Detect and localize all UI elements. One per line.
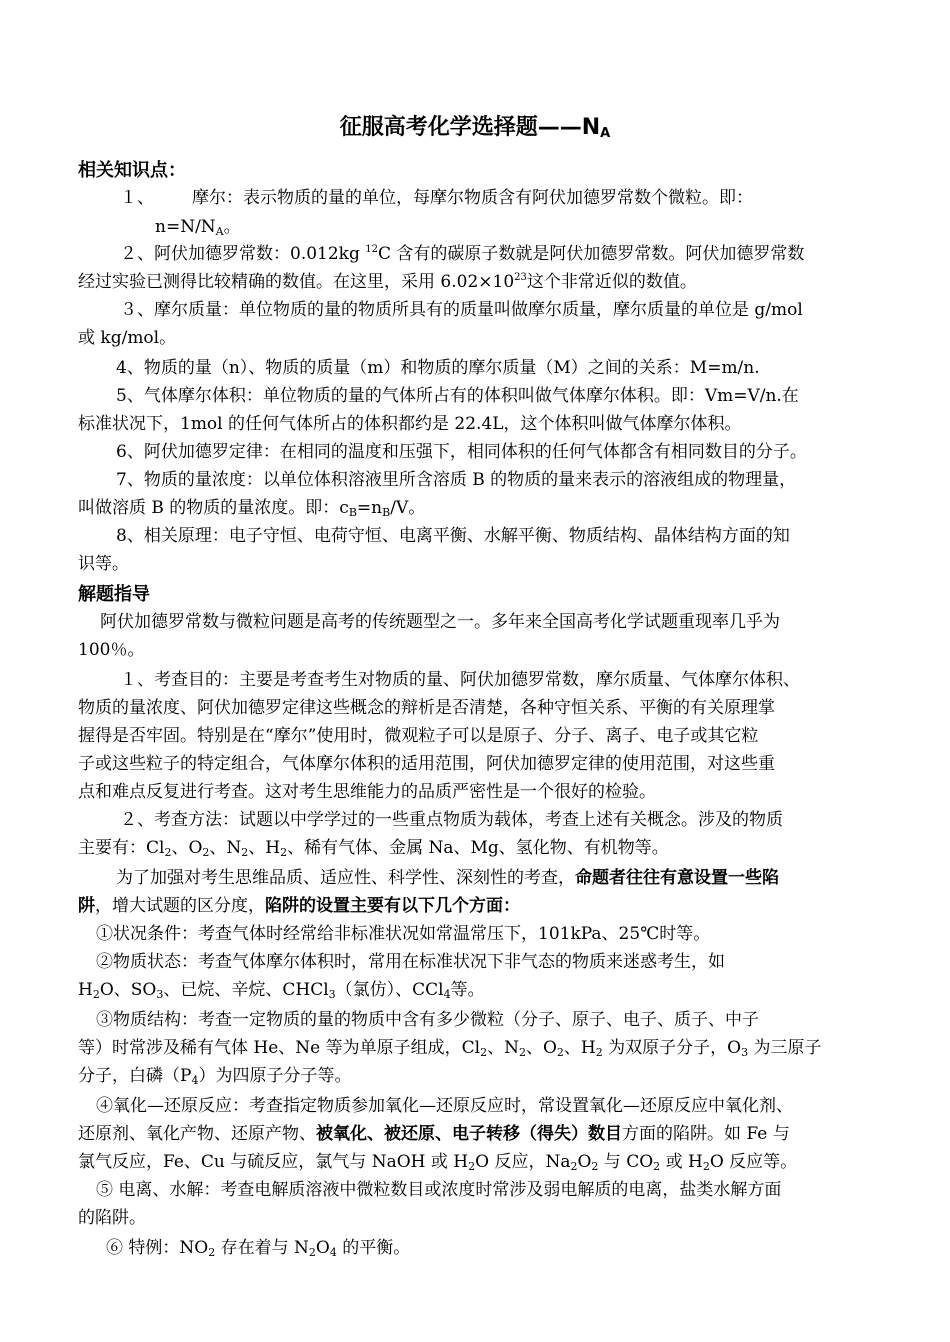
trap-4: ④氧化—还原反应：考查指定物质参加氧化—还原反应时，常设置氧化—还原反应中氧化剂、 bbox=[96, 1096, 793, 1116]
trap-4-cont2: 氯气反应，Fe、Cu 与硫反应，氯气与 NaOH 或 $H_2O$ 反应，$Na_2O_2$ 与 $CO_2$ 或 $H_2O$ 反应等。 bbox=[78, 1152, 798, 1173]
knowledge-item-4: 4、物质的量（n）、物质的质量（m）和物质的摩尔质量（M）之间的关系：M=m/n. bbox=[116, 358, 760, 378]
guidance-p1-l1: １、考查目的：主要是考查考生对物质的量、阿伏加德罗常数，摩尔质量、气体摩尔体积、 bbox=[120, 670, 800, 690]
knowledge-item-1-formula: $n=N/N_A$。 bbox=[155, 217, 241, 238]
guidance-p3-l2: 阱，增大试题的区分度，陷阱的设置主要有以下几个方面： bbox=[78, 896, 520, 916]
trap-4-cont: 还原剂、氧化产物、还原产物、被氧化、被还原、电子转移（得失）数目方面的陷阱。如 Fe 与 bbox=[78, 1124, 790, 1144]
trap-3-cont2: 分子，白磷$(P_4)$为四原子分子等。 bbox=[78, 1066, 352, 1087]
knowledge-item-5-cont: 标准状况下，1mol 的任何气体所占的体积都约是 22.4L，这个体积叫做气体摩尔体积。 bbox=[78, 414, 742, 434]
trap-2: ②物质状态：考查气体摩尔体积时，常用在标准状况下非气态的物质来迷惑考生，如 bbox=[96, 952, 725, 972]
knowledge-item-7: 7、物质的量浓度：以单位体积溶液里所含溶质 B 的物质的量来表示的溶液组成的物理量， bbox=[116, 470, 797, 490]
guidance-p3-l1: 为了加强对考生思维品质、适应性、科学性、深刻性的考查，命题者往往有意设置一些陷 bbox=[116, 868, 779, 888]
guidance-p2-l1: ２、考查方法：试题以中学学过的一些重点物质为载体，考查上述有关概念。涉及的物质 bbox=[120, 810, 783, 830]
guidance-p1-l3: 握得是否牢固。特别是在“摩尔”使用时，微观粒子可以是原子、分子、离子、电子或其它粒 bbox=[78, 726, 759, 746]
knowledge-item-2: ２、阿伏加德罗常数：0.012kg $^{12}$C 含有的碳原子数就是阿伏加德罗常数。阿伏加德罗常数 bbox=[120, 244, 805, 264]
knowledge-item-6: 6、阿伏加德罗定律：在相同的温度和压强下，相同体积的任何气体都含有相同数目的分子。 bbox=[116, 442, 807, 462]
trap-6: ⑥ 特例：$NO_2$ 存在着与 $N_2O_4$ 的平衡。 bbox=[106, 1238, 411, 1259]
guidance-intro: 阿伏加德罗常数与微粒问题是高考的传统题型之一。多年来全国高考化学试题重现率几乎为 bbox=[100, 612, 780, 632]
guidance-p1-l2: 物质的量浓度、阿伏加德罗定律这些概念的辩析是否清楚，各种守恒关系、平衡的有关原理掌 bbox=[78, 698, 775, 718]
guidance-p1-l5: 点和难点反复进行考查。这对考生思维能力的品质严密性是一个很好的检验。 bbox=[78, 782, 656, 802]
guidance-p1-l4: 子或这些粒子的特定组合，气体摩尔体积的适用范围，阿伏加德罗定律的使用范围，对这些重 bbox=[78, 754, 775, 774]
trap-2-cont: $H_2O$、$SO_3$、已烷、辛烷、CHCl$_3$（氯仿）、CCl$_4$等。 bbox=[78, 980, 485, 1001]
knowledge-item-8: 8、相关原理：电子守恒、电荷守恒、电离平衡、水解平衡、物质结构、晶体结构方面的知 bbox=[116, 526, 790, 546]
knowledge-item-2-cont: 经过实验已测得比较精确的数值。在这里，采用 $6.02\times 10^{23}$这个非常近似的数值。 bbox=[78, 272, 697, 292]
guidance-intro-cont: 100％。 bbox=[78, 640, 145, 660]
guidance-p2-l2: 主要有：$Cl_2$、$O_2$、$N_2$、$H_2$、稀有气体、金属 Na、Mg、氢化物、有机物等。 bbox=[78, 838, 669, 859]
knowledge-item-7-cont: 叫做溶质 B 的物质的量浓度。即：$c_B=n_B/V$。 bbox=[78, 498, 426, 519]
section-heading-guidance: 解题指导 bbox=[78, 584, 150, 605]
knowledge-item-3: ３、摩尔质量：单位物质的量的物质所具有的质量叫做摩尔质量，摩尔质量的单位是 g/mol bbox=[120, 300, 803, 320]
section-heading-knowledge: 相关知识点： bbox=[78, 160, 186, 181]
trap-5: ⑤ 电离、水解：考查电解质溶液中微粒数目或浓度时常涉及弱电解质的电离，盐类水解方面 bbox=[96, 1180, 782, 1200]
page-title: 征服高考化学选择题$——N_A$ bbox=[339, 115, 611, 141]
trap-3-cont: 等）时常涉及稀有气体 He、Ne 等为单原子组成，$Cl_2$、$N_2$、$O_2$、$H_2$ 为双原子分子，$O_3$ 为三原子 bbox=[78, 1038, 822, 1059]
knowledge-item-5: 5、气体摩尔体积：单位物质的量的气体所占有的体积叫做气体摩尔体积。即：Vm=V/n.在 bbox=[116, 386, 799, 406]
knowledge-item-3-cont: 或 kg/mol。 bbox=[78, 328, 177, 348]
trap-5-cont: 的陷阱。 bbox=[78, 1208, 146, 1228]
knowledge-item-1: １、 摩尔：表示物质的量的单位，每摩尔物质含有阿伏加德罗常数个微粒。即： bbox=[120, 188, 753, 208]
trap-3: ③物质结构：考查一定物质的量的物质中含有多少微粒（分子、原子、电子、质子、中子 bbox=[96, 1010, 759, 1030]
trap-1: ①状况条件：考查气体时经常给非标准状况如常温常压下，101kPa、25℃时等。 bbox=[96, 924, 711, 944]
knowledge-item-8-cont: 识等。 bbox=[78, 554, 129, 574]
